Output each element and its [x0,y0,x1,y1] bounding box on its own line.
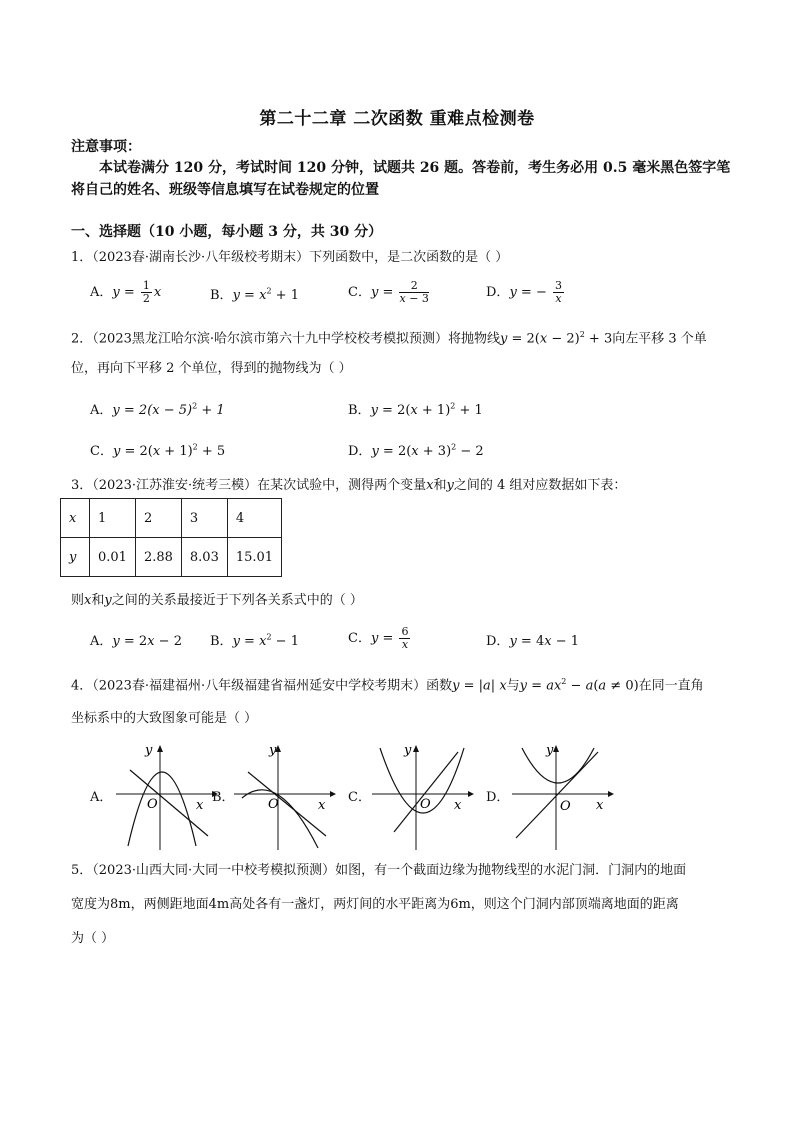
notice-label: 注意事项： [71,139,141,155]
question-3-followup: 则x和y之间的关系最接近于下列各关系式中的（ ） [71,593,363,608]
data-table [60,498,282,577]
question-2-stem: 2．（2023黑龙江哈尔滨·哈尔滨市第六十九中学校校考模拟预测）将抛物线$y = 2(x - 2)^2 + 3$向左平移 3 个单 [71,330,707,347]
q4-graph-c [366,742,476,852]
q1-option-a: A．y = $\frac{1}{2}$ x [90,279,162,305]
table-cell: 1 [90,499,136,538]
q4-graph-b [228,742,338,852]
q3-option-b: B．$y = x^2 - 1$ [210,632,299,649]
table-cell: 15.01 [227,538,281,577]
q3-option-d: D．y = 4x − 1 [486,634,580,649]
table-cell: 8.03 [181,538,227,577]
table-cell: 2 [135,499,181,538]
question-3-stem: 3．（2023·江苏淮安·统考三模）在某次试验中，测得两个变量x和y之间的 4 组对应数据如下表： [71,478,627,493]
table-cell: x [61,499,90,538]
table-cell: 4 [227,499,281,538]
q2-option-d: D．$y = 2(x + 3)^2 - 2$ [348,442,484,459]
axis-label-y: y [269,743,277,758]
page-title: 第二十二章 二次函数 重难点检测卷 [259,109,535,129]
origin-label: O [147,797,158,812]
question-5-line-3: 为（ ） [71,931,115,946]
axis-label-y: y [546,743,554,758]
q2-option-c: C．$y = 2(x + 1)^2 + 5$ [90,442,226,459]
table-cell: 2.88 [135,538,181,577]
q4-option-d-label: D． [486,790,510,805]
axis-label-x: x [596,798,604,813]
axis-label-y: y [404,743,412,758]
table-cell: 3 [181,499,227,538]
table-cell: 0.01 [90,538,136,577]
q2-option-a: A．$y = 2(x - 5)^2 + 1$ [90,401,225,418]
q1-option-b: B．$y = x^2 + 1$ [210,286,299,303]
table-row [61,499,282,538]
axis-label-y: y [145,743,153,758]
axis-label-x: x [454,798,462,813]
question-5-line-2: 宽度为8m，两侧距地面4m高处各有一盏灯，两灯间的水平距离为6m，则这个门洞内部顶端离地面的距离 [71,897,679,912]
question-2-stem-cont: 位，再向下平移 2 个单位，得到的抛物线为（ ） [71,361,352,376]
axis-label-x: x [196,798,204,813]
q1-option-d: D．y = − $\frac{3}{x}$ [486,279,562,305]
q1-option-c: C．y = $\frac{2}{x - 3}$ [348,279,429,305]
section-heading: 一、选择题（10 小题，每小题 3 分，共 30 分） [71,224,383,240]
q3-option-a: A．y = 2x − 2 [90,634,182,649]
q2-option-b: B．$y = 2(x + 1)^2 + 1$ [348,401,483,418]
table-row [61,538,282,577]
q4-option-c-label: C． [348,790,371,805]
q4-graph-d [506,742,616,852]
origin-label: O [420,797,431,812]
question-5-line-1: 5．（2023·山西大同·大同一中校考模拟预测）如图，有一个截面边缘为抛物线型的水泥门洞．门洞内的地面 [71,863,687,878]
origin-label: O [560,799,571,814]
axis-label-x: x [318,798,326,813]
question-1-stem: 1．（2023春·湖南长沙·八年级校考期末）下列函数中，是二次函数的是（ ） [71,250,509,265]
q4-graph-a [110,742,220,852]
question-4-stem-cont: 坐标系中的大致图象可能是（ ） [71,711,258,726]
q4-option-a-label: A． [90,790,113,805]
notice-text: 本试卷满分 120 分，考试时间 120 分钟，试题共 26 题。答卷前，考生务必用 0.5 毫米黑色签字笔将自己的姓名、班级等信息填写在试卷规定的位置 [71,160,731,198]
q4-option-b-label: B． [212,790,235,805]
origin-label: O [268,797,279,812]
question-4-stem: 4．（2023春·福建福州·八年级福建省福州延安中学校考期末）函数y = |a| x与$y = ax^2 - a(a \ne 0)$在同一直角 [71,677,704,694]
q3-option-c: C．y = $\frac{6}{x}$ [348,625,409,651]
table-cell: y [61,538,90,577]
